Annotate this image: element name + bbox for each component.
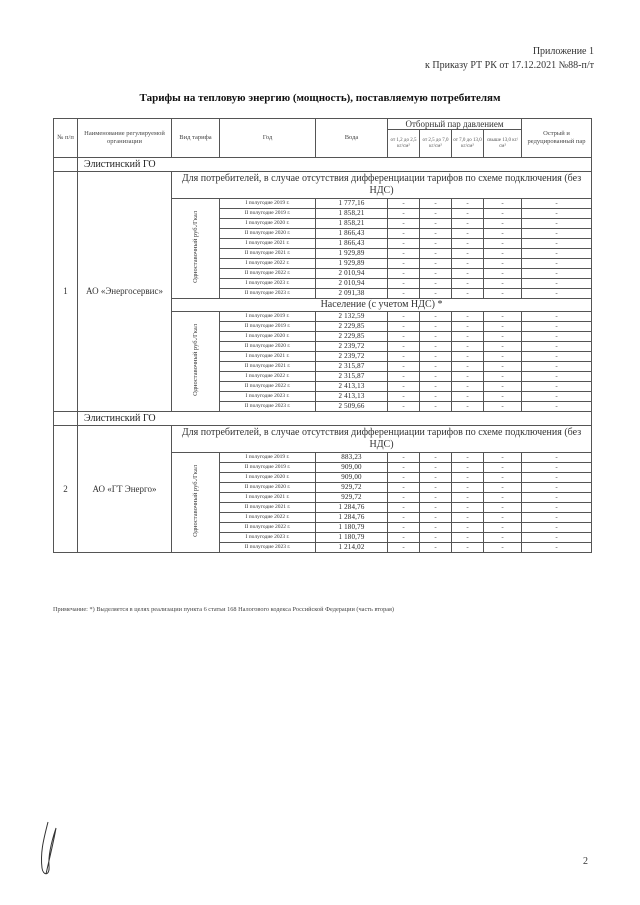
col-num-header: № п/п — [54, 119, 78, 158]
period-cell: I полугодие 2023 г. — [220, 533, 316, 543]
empty-value-cell: - — [484, 312, 522, 322]
period-cell: II полугодие 2021 г. — [220, 249, 316, 259]
empty-value-cell: - — [484, 199, 522, 209]
footnote: Примечание: *) Выделяется в целях реализации пункта 6 статьи 168 Налогового кодекса Российской Федерации (часть вторая) — [53, 606, 395, 613]
empty-value-cell: - — [522, 199, 592, 209]
empty-value-cell: - — [420, 392, 452, 402]
empty-value-cell: - — [452, 352, 484, 362]
empty-value-cell: - — [452, 543, 484, 553]
period-cell: II полугодие 2023 г. — [220, 543, 316, 553]
empty-value-cell: - — [484, 543, 522, 553]
empty-value-cell: - — [452, 473, 484, 483]
empty-value-cell: - — [484, 239, 522, 249]
water-value-cell: 1 866,43 — [316, 239, 388, 249]
empty-value-cell: - — [420, 483, 452, 493]
empty-value-cell: - — [388, 312, 420, 322]
empty-value-cell: - — [420, 229, 452, 239]
empty-value-cell: - — [522, 392, 592, 402]
empty-value-cell: - — [522, 473, 592, 483]
empty-value-cell: - — [484, 473, 522, 483]
empty-value-cell: - — [388, 362, 420, 372]
empty-value-cell: - — [452, 259, 484, 269]
empty-value-cell: - — [452, 279, 484, 289]
group-title: Для потребителей, в случае отсутствия дифференциации тарифов по схеме подключения (без НДС) — [172, 172, 592, 199]
empty-value-cell: - — [484, 352, 522, 362]
empty-value-cell: - — [522, 372, 592, 382]
water-value-cell: 2 239,72 — [316, 352, 388, 362]
empty-value-cell: - — [452, 493, 484, 503]
period-cell: I полугодие 2020 г. — [220, 219, 316, 229]
tariff-type-label: Одноставочный руб./Гкал — [191, 210, 199, 283]
empty-value-cell: - — [484, 342, 522, 352]
signature-mark — [30, 820, 70, 880]
col-steam-header: Отборный пар давлением — [388, 119, 522, 130]
empty-value-cell: - — [420, 463, 452, 473]
empty-value-cell: - — [522, 533, 592, 543]
empty-value-cell: - — [452, 463, 484, 473]
empty-value-cell: - — [420, 372, 452, 382]
empty-value-cell: - — [522, 269, 592, 279]
water-value-cell: 1 180,79 — [316, 533, 388, 543]
col-year-header: Год — [220, 119, 316, 158]
region-name: Элистинский ГО — [78, 412, 592, 426]
empty-value-cell: - — [388, 402, 420, 412]
empty-value-cell: - — [452, 453, 484, 463]
period-cell: II полугодие 2020 г. — [220, 229, 316, 239]
empty-value-cell: - — [420, 259, 452, 269]
col-water-header: Вода — [316, 119, 388, 158]
empty-value-cell: - — [452, 219, 484, 229]
empty-value-cell: - — [452, 342, 484, 352]
empty-value-cell: - — [420, 312, 452, 322]
col-steam-sub-2: от 2,5 до 7,0 кг/см² — [420, 130, 452, 158]
water-value-cell: 2 413,13 — [316, 382, 388, 392]
water-value-cell: 1 284,76 — [316, 513, 388, 523]
empty-value-cell: - — [452, 199, 484, 209]
period-cell: I полугодие 2023 г. — [220, 279, 316, 289]
empty-value-cell: - — [522, 239, 592, 249]
empty-value-cell: - — [420, 503, 452, 513]
empty-value-cell: - — [388, 543, 420, 553]
empty-value-cell: - — [388, 279, 420, 289]
empty-value-cell: - — [420, 289, 452, 299]
empty-value-cell: - — [388, 259, 420, 269]
period-cell: I полугодие 2022 г. — [220, 513, 316, 523]
empty-value-cell: - — [388, 523, 420, 533]
empty-value-cell: - — [420, 332, 452, 342]
empty-value-cell: - — [522, 352, 592, 362]
col-sharp-steam-header: Острый и редуцированный пар — [522, 119, 592, 158]
empty-value-cell: - — [522, 402, 592, 412]
empty-value-cell: - — [522, 483, 592, 493]
tariff-type-cell — [172, 453, 220, 553]
empty-value-cell: - — [452, 523, 484, 533]
empty-value-cell: - — [388, 249, 420, 259]
empty-value-cell: - — [388, 453, 420, 463]
group-title: Для потребителей, в случае отсутствия дифференциации тарифов по схеме подключения (без НДС) — [172, 426, 592, 453]
empty-value-cell: - — [522, 279, 592, 289]
empty-value-cell: - — [388, 372, 420, 382]
empty-value-cell: - — [452, 533, 484, 543]
empty-value-cell: - — [388, 483, 420, 493]
empty-value-cell: - — [484, 402, 522, 412]
empty-value-cell: - — [388, 503, 420, 513]
empty-value-cell: - — [452, 483, 484, 493]
empty-value-cell: - — [420, 279, 452, 289]
group-title-row — [54, 426, 592, 453]
period-cell: I полугодие 2023 г. — [220, 392, 316, 402]
empty-value-cell: - — [420, 513, 452, 523]
empty-value-cell: - — [484, 322, 522, 332]
period-cell: I полугодие 2021 г. — [220, 352, 316, 362]
tariff-table — [53, 118, 592, 553]
empty-value-cell: - — [388, 513, 420, 523]
empty-value-cell: - — [522, 289, 592, 299]
empty-value-cell: - — [420, 322, 452, 332]
empty-value-cell: - — [388, 352, 420, 362]
empty-value-cell: - — [420, 382, 452, 392]
empty-value-cell: - — [452, 249, 484, 259]
empty-value-cell: - — [522, 513, 592, 523]
period-cell: II полугодие 2021 г. — [220, 362, 316, 372]
water-value-cell: 2 091,38 — [316, 289, 388, 299]
empty-value-cell: - — [452, 362, 484, 372]
empty-value-cell: - — [420, 453, 452, 463]
water-value-cell: 2 010,94 — [316, 269, 388, 279]
empty-value-cell: - — [522, 342, 592, 352]
water-value-cell: 2 315,87 — [316, 372, 388, 382]
empty-value-cell: - — [388, 209, 420, 219]
water-value-cell: 2 509,66 — [316, 402, 388, 412]
empty-value-cell: - — [452, 239, 484, 249]
tariff-type-label: Одноставочный руб./Гкал — [191, 464, 199, 537]
water-value-cell: 2 229,85 — [316, 332, 388, 342]
empty-value-cell: - — [522, 362, 592, 372]
tariff-type-label: Одноставочный руб./Гкал — [191, 323, 199, 396]
period-cell: I полугодие 2019 г. — [220, 453, 316, 463]
empty-value-cell: - — [522, 322, 592, 332]
empty-value-cell: - — [388, 342, 420, 352]
period-cell: I полугодие 2019 г. — [220, 312, 316, 322]
water-value-cell: 929,72 — [316, 493, 388, 503]
empty-value-cell: - — [420, 533, 452, 543]
empty-value-cell: - — [522, 332, 592, 342]
empty-value-cell: - — [420, 493, 452, 503]
empty-value-cell: - — [388, 269, 420, 279]
period-cell: I полугодие 2020 г. — [220, 332, 316, 342]
period-cell: I полугодие 2021 г. — [220, 239, 316, 249]
empty-value-cell: - — [420, 249, 452, 259]
empty-value-cell: - — [388, 239, 420, 249]
empty-value-cell: - — [420, 199, 452, 209]
water-value-cell: 909,00 — [316, 463, 388, 473]
empty-value-cell: - — [484, 533, 522, 543]
empty-value-cell: - — [388, 493, 420, 503]
period-cell: II полугодие 2020 г. — [220, 483, 316, 493]
water-value-cell: 2 413,13 — [316, 392, 388, 402]
empty-value-cell: - — [420, 543, 452, 553]
col-steam-sub-1: от 1,2 до 2,5 кг/см² — [388, 130, 420, 158]
region-name: Элистинский ГО — [78, 158, 592, 172]
empty-value-cell: - — [388, 392, 420, 402]
water-value-cell: 1 858,21 — [316, 209, 388, 219]
period-cell: II полугодие 2023 г. — [220, 402, 316, 412]
empty-value-cell: - — [522, 543, 592, 553]
empty-value-cell: - — [484, 269, 522, 279]
empty-value-cell: - — [420, 402, 452, 412]
empty-value-cell: - — [484, 463, 522, 473]
empty-value-cell: - — [484, 229, 522, 239]
empty-value-cell: - — [484, 332, 522, 342]
empty-value-cell: - — [484, 513, 522, 523]
empty-value-cell: - — [420, 362, 452, 372]
region-num-cell — [54, 158, 78, 172]
period-cell: I полугодие 2022 г. — [220, 259, 316, 269]
tariff-type-cell — [172, 199, 220, 299]
period-cell: II полугодие 2022 г. — [220, 382, 316, 392]
water-value-cell: 909,00 — [316, 473, 388, 483]
empty-value-cell: - — [522, 453, 592, 463]
water-value-cell: 1 858,21 — [316, 219, 388, 229]
col-steam-sub-3: от 7,0 до 13,0 кг/см² — [452, 130, 484, 158]
water-value-cell: 2 315,87 — [316, 362, 388, 372]
empty-value-cell: - — [522, 523, 592, 533]
empty-value-cell: - — [420, 352, 452, 362]
org-name: АО «ГТ Энерго» — [78, 426, 172, 553]
water-value-cell: 2 010,94 — [316, 279, 388, 289]
empty-value-cell: - — [522, 219, 592, 229]
empty-value-cell: - — [484, 362, 522, 372]
page-number: 2 — [583, 856, 588, 867]
period-cell: II полугодие 2019 г. — [220, 209, 316, 219]
empty-value-cell: - — [484, 209, 522, 219]
empty-value-cell: - — [484, 259, 522, 269]
empty-value-cell: - — [452, 382, 484, 392]
empty-value-cell: - — [452, 289, 484, 299]
empty-value-cell: - — [388, 322, 420, 332]
empty-value-cell: - — [484, 453, 522, 463]
col-steam-sub-4: свыше 13,0 кг/см² — [484, 130, 522, 158]
water-value-cell: 1 777,16 — [316, 199, 388, 209]
period-cell: II полугодие 2020 г. — [220, 342, 316, 352]
empty-value-cell: - — [452, 513, 484, 523]
empty-value-cell: - — [388, 463, 420, 473]
col-org-header: Наименование регулируемой организации — [78, 119, 172, 158]
period-cell: II полугодие 2022 г. — [220, 269, 316, 279]
empty-value-cell: - — [452, 332, 484, 342]
empty-value-cell: - — [452, 402, 484, 412]
water-value-cell: 2 239,72 — [316, 342, 388, 352]
group-title-row — [54, 172, 592, 199]
header-row — [54, 119, 592, 130]
period-cell: I полугодие 2019 г. — [220, 199, 316, 209]
empty-value-cell: - — [420, 239, 452, 249]
period-cell: I полугодие 2021 г. — [220, 493, 316, 503]
empty-value-cell: - — [522, 259, 592, 269]
document-title: Тарифы на тепловую энергию (мощность), поставляемую потребителям — [139, 92, 501, 104]
empty-value-cell: - — [484, 249, 522, 259]
order-reference: к Приказу РТ РК от 17.12.2021 №88-п/т — [425, 60, 594, 71]
empty-value-cell: - — [388, 229, 420, 239]
period-cell: II полугодие 2022 г. — [220, 523, 316, 533]
water-value-cell: 1 929,89 — [316, 249, 388, 259]
empty-value-cell: - — [522, 229, 592, 239]
empty-value-cell: - — [484, 219, 522, 229]
empty-value-cell: - — [420, 219, 452, 229]
period-cell: II полугодие 2019 г. — [220, 463, 316, 473]
empty-value-cell: - — [452, 322, 484, 332]
period-cell: I полугодие 2022 г. — [220, 372, 316, 382]
empty-value-cell: - — [484, 493, 522, 503]
org-number: 2 — [54, 426, 78, 553]
water-value-cell: 1 214,02 — [316, 543, 388, 553]
empty-value-cell: - — [420, 209, 452, 219]
empty-value-cell: - — [522, 249, 592, 259]
empty-value-cell: - — [420, 473, 452, 483]
empty-value-cell: - — [452, 229, 484, 239]
empty-value-cell: - — [484, 523, 522, 533]
empty-value-cell: - — [484, 289, 522, 299]
empty-value-cell: - — [420, 342, 452, 352]
empty-value-cell: - — [388, 533, 420, 543]
group-title: Население (с учетом НДС) * — [172, 299, 592, 312]
empty-value-cell: - — [522, 312, 592, 322]
empty-value-cell: - — [484, 483, 522, 493]
empty-value-cell: - — [484, 382, 522, 392]
empty-value-cell: - — [522, 463, 592, 473]
empty-value-cell: - — [452, 372, 484, 382]
water-value-cell: 1 180,79 — [316, 523, 388, 533]
org-number: 1 — [54, 172, 78, 412]
tariff-type-cell — [172, 312, 220, 412]
region-num-cell — [54, 412, 78, 426]
region-row — [54, 158, 592, 172]
region-row — [54, 412, 592, 426]
empty-value-cell: - — [484, 372, 522, 382]
period-cell: II полугодие 2023 г. — [220, 289, 316, 299]
empty-value-cell: - — [420, 523, 452, 533]
water-value-cell: 1 284,76 — [316, 503, 388, 513]
empty-value-cell: - — [522, 382, 592, 392]
empty-value-cell: - — [484, 503, 522, 513]
period-cell: II полугодие 2019 г. — [220, 322, 316, 332]
water-value-cell: 2 229,85 — [316, 322, 388, 332]
empty-value-cell: - — [484, 279, 522, 289]
empty-value-cell: - — [388, 289, 420, 299]
empty-value-cell: - — [452, 392, 484, 402]
empty-value-cell: - — [452, 209, 484, 219]
water-value-cell: 883,23 — [316, 453, 388, 463]
empty-value-cell: - — [388, 219, 420, 229]
period-cell: I полугодие 2020 г. — [220, 473, 316, 483]
empty-value-cell: - — [452, 312, 484, 322]
empty-value-cell: - — [388, 382, 420, 392]
empty-value-cell: - — [420, 269, 452, 279]
empty-value-cell: - — [522, 209, 592, 219]
water-value-cell: 929,72 — [316, 483, 388, 493]
empty-value-cell: - — [484, 392, 522, 402]
water-value-cell: 2 132,59 — [316, 312, 388, 322]
empty-value-cell: - — [522, 503, 592, 513]
period-cell: II полугодие 2021 г. — [220, 503, 316, 513]
empty-value-cell: - — [452, 503, 484, 513]
empty-value-cell: - — [388, 332, 420, 342]
empty-value-cell: - — [388, 473, 420, 483]
appendix-label: Приложение 1 — [532, 46, 594, 57]
col-tariff-type-header: Вид тарифа — [172, 119, 220, 158]
empty-value-cell: - — [452, 269, 484, 279]
water-value-cell: 1 866,43 — [316, 229, 388, 239]
empty-value-cell: - — [522, 493, 592, 503]
org-name: АО «Энергосервис» — [78, 172, 172, 412]
empty-value-cell: - — [388, 199, 420, 209]
water-value-cell: 1 929,89 — [316, 259, 388, 269]
